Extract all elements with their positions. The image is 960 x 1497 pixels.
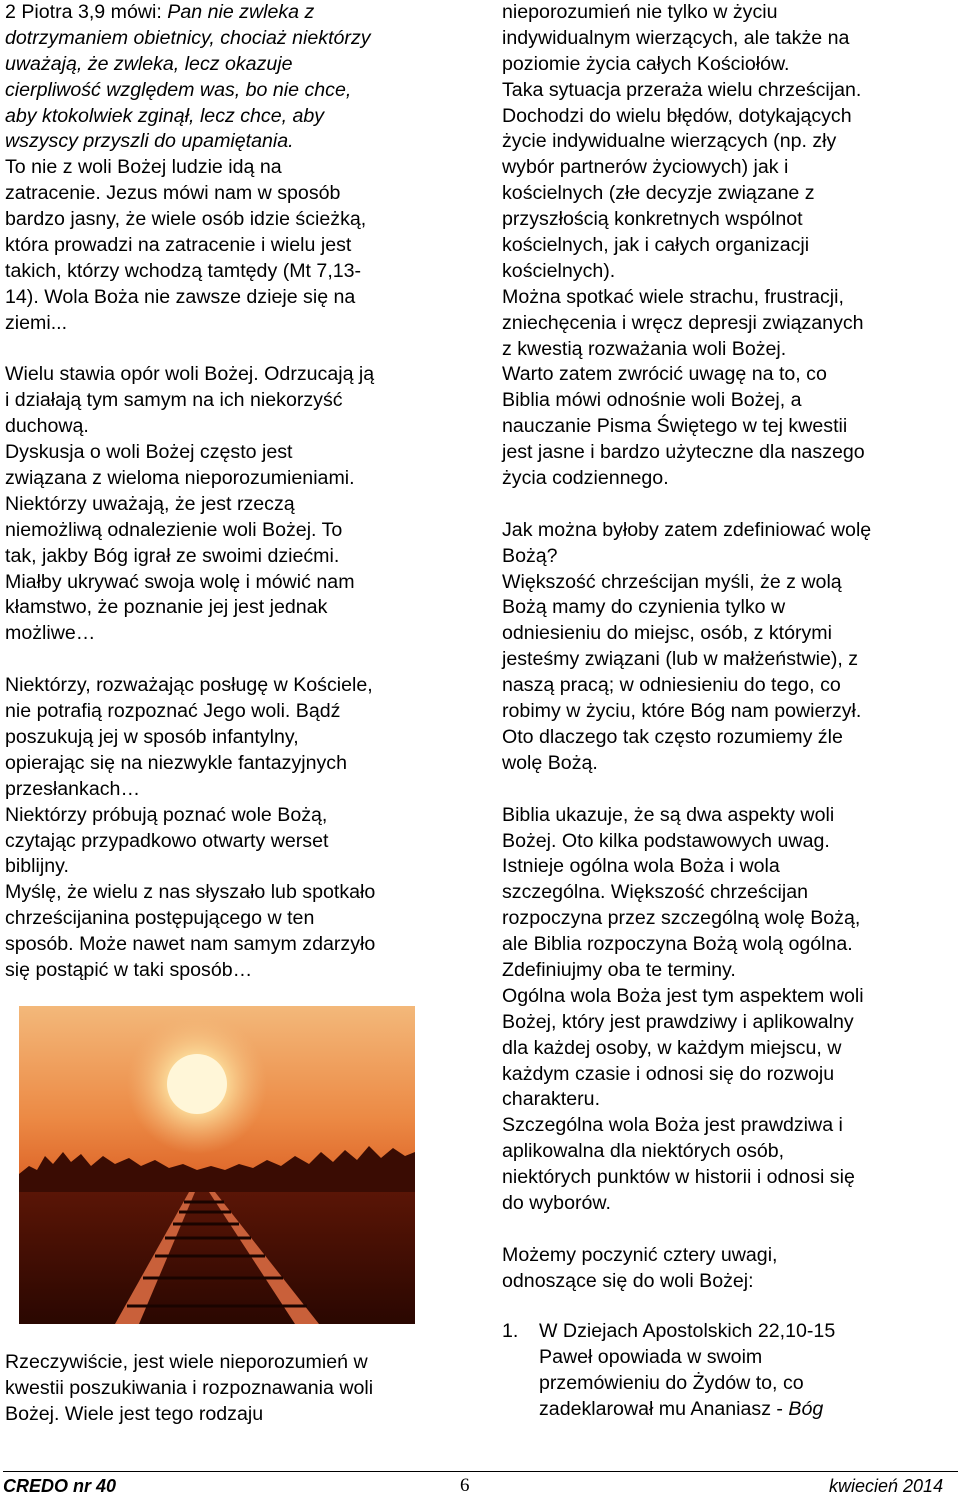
paragraph-two-aspects xyxy=(502,803,942,1217)
text-line: chrześcijanina postępującego w ten xyxy=(5,907,315,930)
text-line xyxy=(5,155,445,181)
sunset-railway-photo xyxy=(19,1006,415,1324)
text-line: Myślę, że wielu z nas słyszało lub spotkało xyxy=(5,881,376,904)
text-run: takich, którzy wchodzą tamtędy (Mt 7,13- xyxy=(5,259,362,282)
text-line xyxy=(5,311,445,337)
text-line: Bożą mamy do czynienia tylko w xyxy=(502,596,786,619)
text-line: poziomie życia całych Kościołów. xyxy=(502,52,790,75)
text-line: z kwestią rozważania woli Bożej. xyxy=(502,337,787,360)
text-run: zatracenie. Jezus mówi nam w sposób xyxy=(5,182,341,205)
text-line xyxy=(5,129,445,155)
text-line: Wielu stawia opór woli Bożej. Odrzucają ją xyxy=(5,363,375,386)
text-line: Istnieje ogólna wola Boża i wola xyxy=(502,855,780,878)
text-line: Większość chrześcijan myśli, że z wolą xyxy=(502,570,842,593)
paragraph-misunderstandings xyxy=(5,1350,373,1428)
text-line: Możemy poczynić cztery uwagi, xyxy=(502,1243,778,1266)
text-line: Jak można byłoby zatem zdefiniować wolę xyxy=(502,518,872,541)
text-line: Dochodzi do wielu błędów, dotykających xyxy=(502,104,852,127)
text-line: ale Biblia rozpoczyna Bożą wolą ogólna. xyxy=(502,933,853,956)
text-line: związana z wieloma nieporozumieniami. xyxy=(5,467,355,490)
italic-text-run: dotrzymaniem obietnicy, chociaż niektórzy xyxy=(5,26,371,49)
text-run: ziemi... xyxy=(5,311,68,334)
text-line: aplikowalna dla niektórych osób, xyxy=(502,1140,785,1163)
text-line xyxy=(5,233,445,259)
text-line xyxy=(539,1319,939,1345)
text-line: duchową. xyxy=(5,415,89,438)
footer-divider xyxy=(3,1471,958,1472)
text-line xyxy=(5,78,445,104)
text-line: robimy w życiu, które Bóg nam powierzył. xyxy=(502,700,862,723)
text-line xyxy=(5,181,445,207)
text-line: nieporozumień nie tylko w życiu xyxy=(502,1,778,23)
text-line: charakteru. xyxy=(502,1088,601,1111)
text-line: indywidualnym wierzących, ale także na xyxy=(502,26,850,49)
text-line xyxy=(539,1371,939,1397)
text-run: przemówieniu do Żydów to, co xyxy=(539,1371,804,1394)
text-line: Niektórzy uważają, że jest rzeczą xyxy=(5,492,295,515)
text-line: Bożą? xyxy=(502,544,558,567)
text-line: Niektórzy, rozważając posługę w Kościele, xyxy=(5,674,373,697)
text-line: poszukują jej w sposób infantylny, xyxy=(5,725,299,748)
text-run: zadeklarował mu Ananiasz - xyxy=(539,1397,789,1420)
italic-text-run: cierpliwość względem was, bo nie chce, xyxy=(5,78,352,101)
text-line: każdym czasie i odnosi się do rozwoju xyxy=(502,1062,835,1085)
text-line: odniesieniu do miejsc, osób, z którymi xyxy=(502,622,832,645)
text-line: sposób. Może nawet nam samym zdarzyło xyxy=(5,933,376,956)
text-line: Bożej, który jest prawdziwy i aplikowalny xyxy=(502,1010,854,1033)
text-line: odnoszące się do woli Bożej: xyxy=(502,1269,754,1292)
text-line: Rzeczywiście, jest wiele nieporozumień w xyxy=(5,1351,368,1373)
paragraph-consequences xyxy=(502,0,942,492)
text-line: nie potrafią rozpoznać Jego woli. Bądź xyxy=(5,700,341,723)
text-run: która prowadzi na zatracenie i wielu jest xyxy=(5,234,352,257)
text-line: kwestii poszukiwania i rozpoznawania woli xyxy=(5,1376,374,1399)
text-line: możliwe… xyxy=(5,622,96,645)
list-item-text xyxy=(539,1319,939,1423)
text-line: Oto dlaczego tak często rozumiemy źle xyxy=(502,725,843,748)
text-line: Zdefiniujmy oba te terminy. xyxy=(502,958,736,981)
text-line: kościelnych (złe decyzje związane z xyxy=(502,182,815,205)
text-line: Szczególna wola Boża jest prawdziwa i xyxy=(502,1114,843,1137)
text-line: Dyskusja o woli Bożej często jest xyxy=(5,441,293,464)
text-line xyxy=(5,104,445,130)
text-line: naszą pracą; w odniesieniu do tego, co xyxy=(502,674,841,697)
italic-text-run: aby ktokolwiek zginął, lecz chce, aby xyxy=(5,104,325,127)
text-line: czytając przypadkowo otwarty werset xyxy=(5,829,329,852)
text-line: Miałby ukrywać swoja wolę i mówić nam xyxy=(5,570,355,593)
text-line: Można spotkać wiele strachu, frustracji, xyxy=(502,285,844,308)
text-line: Biblia ukazuje, że są dwa aspekty woli xyxy=(502,803,835,826)
text-line: kościelnych, jak i całych organizacji xyxy=(502,234,810,257)
right-column xyxy=(502,0,942,1295)
text-line: rozpoczyna przez szczególną wolę Bożą, xyxy=(502,907,861,930)
text-line: jesteśmy związani (lub w małżeństwie), z xyxy=(502,648,859,671)
left-column xyxy=(5,0,445,984)
text-line: niektórych punktów w historii i odnosi się xyxy=(502,1166,855,1189)
list-number: 1. xyxy=(502,1320,519,1342)
text-line: przyszłością konkretnych wspólnot xyxy=(502,208,803,231)
italic-text-run: wszyscy przyszli do upamiętania. xyxy=(5,130,294,153)
text-line: biblijny. xyxy=(5,855,69,878)
page-number: 6 xyxy=(460,1475,470,1496)
text-line: wybór partnerów życiowych) jak i xyxy=(502,156,789,179)
text-line: się postąpić w taki sposób… xyxy=(5,958,253,981)
text-run: Paweł opowiada w swoim xyxy=(539,1345,763,1368)
text-line: i działają tym samym na ich niekorzyść xyxy=(5,389,343,412)
text-line xyxy=(5,0,445,26)
text-line: Bożej. Wiele jest tego rodzaju xyxy=(5,1402,264,1425)
italic-text-run: Pan nie zwleka z xyxy=(167,1,315,23)
text-line: Biblia mówi odnośnie woli Bożej, a xyxy=(502,389,802,412)
text-run: 2 Piotra 3,9 mówi: xyxy=(5,1,168,23)
text-line: zniechęcenia i wręcz depresji związanych xyxy=(502,311,864,334)
text-line: tak, jakby Bóg igrał ze swoimi dziećmi. xyxy=(5,544,340,567)
italic-text-run: Bóg xyxy=(788,1397,824,1420)
text-line xyxy=(5,52,445,78)
text-line: przesłankach… xyxy=(5,777,141,800)
text-line: życie indywidualne wierzących (np. zły xyxy=(502,130,837,153)
text-line: do wyborów. xyxy=(502,1191,611,1214)
paragraph-definition xyxy=(502,518,942,777)
text-line xyxy=(539,1345,939,1371)
text-line: Niektórzy próbują poznać wole Bożą, xyxy=(5,803,328,826)
text-line: życia codziennego. xyxy=(502,467,669,490)
text-line: Taka sytuacja przeraża wielu chrześcijan. xyxy=(502,78,862,101)
text-line: nauczanie Pisma Świętego w tej kwestii xyxy=(502,415,848,438)
text-line: wolę Bożą. xyxy=(502,751,598,774)
footer-date: kwiecień 2014 xyxy=(829,1476,944,1496)
paragraph-opposition xyxy=(5,362,445,647)
text-line: kościelnych). xyxy=(502,259,616,282)
text-line: Warto zatem zwrócić uwagę na to, co xyxy=(502,363,827,386)
text-line xyxy=(5,259,445,285)
text-run: bardzo jasny, że wiele osób idzie ścieżką, xyxy=(5,208,367,231)
text-line: szczególna. Większość chrześcijan xyxy=(502,881,808,904)
paragraph-four-remarks xyxy=(502,1243,942,1295)
text-run: W Dziejach Apostolskich 22,10-15 xyxy=(539,1320,836,1342)
italic-text-run: uważają, że zwleka, lecz okazuje xyxy=(5,52,293,75)
text-line xyxy=(5,207,445,233)
paragraph-intro xyxy=(5,0,445,337)
text-line: jest jasne i bardzo użyteczne dla naszego xyxy=(502,441,865,464)
text-line xyxy=(539,1397,939,1423)
text-line: kłamstwo, że poznanie jej jest jednak xyxy=(5,596,328,619)
paragraph-ministry xyxy=(5,673,445,984)
text-line: opierając się na niezwykle fantazyjnych xyxy=(5,751,347,774)
text-line xyxy=(5,285,445,311)
text-line: niemożliwą odnalezienie woli Bożej. To xyxy=(5,518,343,541)
text-run: 14). Wola Boża nie zawsze dzieje się na xyxy=(5,285,356,308)
text-line xyxy=(5,26,445,52)
text-line: Ogólna wola Boża jest tym aspektem woli xyxy=(502,984,864,1007)
text-line: Bożej. Oto kilka podstawowych uwag. xyxy=(502,829,830,852)
text-line: dla każdej osoby, w każdym miejscu, w xyxy=(502,1036,842,1059)
text-run: To nie z woli Bożej ludzie idą na xyxy=(5,156,282,179)
footer-publication: CREDO nr 40 xyxy=(3,1476,117,1496)
